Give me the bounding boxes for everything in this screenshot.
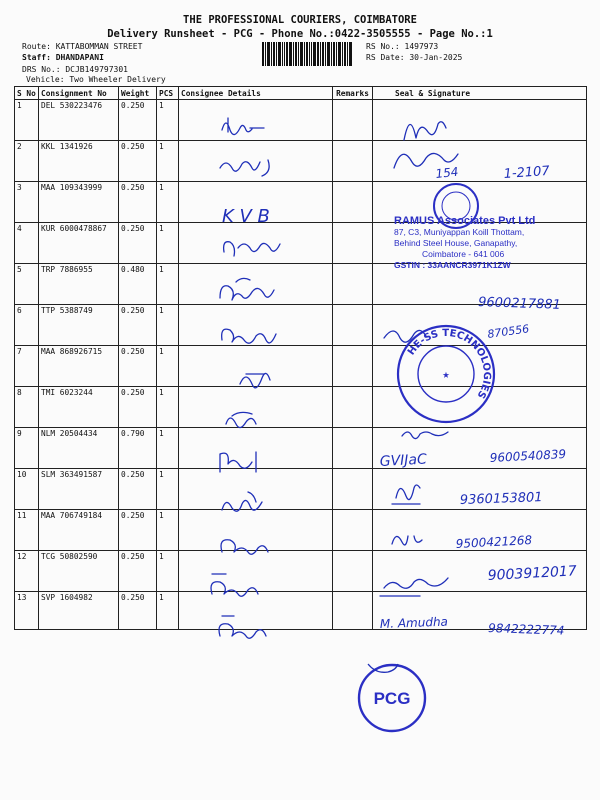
table-row (15, 510, 587, 551)
table-header-row (15, 87, 587, 100)
cell-pcs: 1 (157, 305, 179, 346)
handwritten-phone-12: 9003912017 (487, 563, 578, 584)
cell-weight: 0.250 (119, 592, 157, 630)
cell-sno: 9 (15, 428, 39, 469)
cell-weight: 0.250 (119, 510, 157, 551)
cell-consignee (179, 305, 333, 346)
cell-consignee (179, 346, 333, 387)
cell-remarks (333, 141, 373, 182)
star-icon: ★ (442, 367, 450, 381)
cell-pcs: 1 (157, 551, 179, 592)
cell-consignee (179, 223, 333, 264)
stamp-address-3: Coimbatore - 641 006 (422, 249, 505, 259)
cell-pcs: 1 (157, 469, 179, 510)
handwritten-name-9: GVIJaC (379, 451, 428, 470)
header-consignment: Consignment No (39, 87, 119, 100)
cell-weight: 0.250 (119, 387, 157, 428)
cell-remarks (333, 551, 373, 592)
cell-consignment: KKL 1341926 (39, 141, 119, 182)
handwritten-phone-13: 9842222774 (487, 621, 565, 638)
cell-pcs: 1 (157, 100, 179, 141)
table-row (15, 428, 587, 469)
cell-consignment: TRP 7886955 (39, 264, 119, 305)
cell-sno: 7 (15, 346, 39, 387)
cell-seal (373, 592, 587, 630)
handwritten-phone-5: 9600217881 (477, 295, 562, 313)
cell-consignment: NLM 20504434 (39, 428, 119, 469)
cell-remarks (333, 469, 373, 510)
seal-text: HE-SS TECHNOLOGIES (405, 327, 493, 401)
cell-consignment: MAA 109343999 (39, 182, 119, 223)
cell-weight: 0.250 (119, 305, 157, 346)
drs-label: DRS No.: DCJB149797301 (22, 65, 128, 74)
cell-consignee (179, 469, 333, 510)
vehicle-label: Vehicle: Two Wheeler Delivery (26, 75, 166, 84)
cell-sno: 3 (15, 182, 39, 223)
cell-sno: 8 (15, 387, 39, 428)
cell-sno: 1 (15, 100, 39, 141)
table-row (15, 387, 587, 428)
cell-consignment: TMI 6023244 (39, 387, 119, 428)
cell-consignee (179, 387, 333, 428)
cell-pcs: 1 (157, 428, 179, 469)
cell-seal (373, 510, 587, 551)
handwritten-signer-13: M. Amudha (379, 614, 449, 631)
cell-pcs: 1 (157, 264, 179, 305)
cell-remarks (333, 387, 373, 428)
handwritten-note-2b: 1-2107 (503, 163, 551, 182)
cell-consignment: TTP 5388749 (39, 305, 119, 346)
cell-weight: 0.250 (119, 551, 157, 592)
table-row (15, 469, 587, 510)
cell-remarks (333, 592, 373, 630)
cell-pcs: 1 (157, 223, 179, 264)
cell-consignment: SLM 363491587 (39, 469, 119, 510)
cell-remarks (333, 182, 373, 223)
cell-seal (373, 551, 587, 592)
cell-pcs: 1 (157, 592, 179, 630)
cell-weight: 0.250 (119, 223, 157, 264)
stamp-address-1: 87, C3, Muniyappan Koill Thottam, (394, 227, 525, 237)
barcode (262, 42, 352, 66)
cell-consignment: DEL 530223476 (39, 100, 119, 141)
cell-consignee (179, 141, 333, 182)
cell-weight: 0.480 (119, 264, 157, 305)
cell-consignee (179, 264, 333, 305)
runsheet-table (14, 86, 587, 630)
cell-consignment: MAA 868926715 (39, 346, 119, 387)
header-remarks: Remarks (333, 87, 373, 100)
round-seal (394, 322, 498, 426)
cell-sno: 2 (15, 141, 39, 182)
table-row (15, 346, 587, 387)
cell-sno: 10 (15, 469, 39, 510)
cell-weight: 0.790 (119, 428, 157, 469)
cell-pcs: 1 (157, 141, 179, 182)
table-row (15, 100, 587, 141)
cell-seal (373, 469, 587, 510)
company-title: THE PROFESSIONAL COURIERS, COIMBATORE (183, 14, 417, 26)
header-sno: S No (15, 87, 39, 100)
runsheet-subtitle: Delivery Runsheet - PCG - Phone No.:0422-3505555 - Page No.:1 (107, 28, 493, 40)
cell-weight: 0.250 (119, 346, 157, 387)
cell-consignment: TCG 50802590 (39, 551, 119, 592)
table-row (15, 551, 587, 592)
cell-pcs: 1 (157, 387, 179, 428)
cell-pcs: 1 (157, 346, 179, 387)
handwritten-phone-10: 9360153801 (459, 490, 543, 508)
handwritten-kvb: K V B (222, 206, 270, 227)
cell-pcs: 1 (157, 182, 179, 223)
cell-sno: 5 (15, 264, 39, 305)
cell-sno: 11 (15, 510, 39, 551)
cell-consignment: MAA 706749184 (39, 510, 119, 551)
cell-consignee (179, 428, 333, 469)
cell-consignment: SVP 1604982 (39, 592, 119, 630)
pcg-stamp (356, 662, 428, 734)
cell-consignee (179, 100, 333, 141)
cell-consignee (179, 551, 333, 592)
cell-remarks (333, 346, 373, 387)
handwritten-phone-9: 9600540839 (489, 447, 567, 465)
handwritten-phone-11: 9500421268 (455, 533, 533, 551)
cell-sno: 13 (15, 592, 39, 630)
header-weight: Weight (119, 87, 157, 100)
rs-number: RS No.: 1497973 (366, 42, 439, 51)
cell-consignee (179, 182, 333, 223)
company-stamp (394, 216, 582, 271)
cell-remarks (333, 510, 373, 551)
handwritten-note-2: 154 (434, 164, 460, 181)
cell-seal (373, 141, 587, 182)
table-row (15, 141, 587, 182)
cell-weight: 0.250 (119, 469, 157, 510)
table-row (15, 305, 587, 346)
header-pcs: PCS (157, 87, 179, 100)
cell-remarks (333, 264, 373, 305)
stamp-address-2: Behind Steel House, Ganapathy, (394, 238, 518, 248)
staff-label: Staff: DHANDAPANI (22, 53, 104, 62)
route-label: Route: KATTABOMMAN STREET (22, 42, 143, 51)
cell-sno: 12 (15, 551, 39, 592)
cell-sno: 6 (15, 305, 39, 346)
cell-seal (373, 100, 587, 141)
cell-consignee (179, 510, 333, 551)
cell-pcs: 1 (157, 510, 179, 551)
cell-weight: 0.250 (119, 141, 157, 182)
cell-remarks (333, 100, 373, 141)
table-row (15, 592, 587, 630)
cell-sno: 4 (15, 223, 39, 264)
cell-consignment: KUR 6000478867 (39, 223, 119, 264)
cell-remarks (333, 305, 373, 346)
cell-consignee (179, 592, 333, 630)
stamp-gstin: GSTIN : 33AANCR3971K1ZW (394, 260, 511, 270)
rs-date: RS Date: 30-Jan-2025 (366, 53, 463, 62)
cell-remarks (333, 223, 373, 264)
cell-seal (373, 428, 587, 469)
header-consignee: Consignee Details (179, 87, 333, 100)
cell-weight: 0.250 (119, 182, 157, 223)
stamp-company: RAMUS Associates Pvt Ltd (394, 215, 536, 227)
cell-weight: 0.250 (119, 100, 157, 141)
header-seal: Seal & Signature (373, 87, 587, 100)
pcg-text: PCG (373, 689, 411, 708)
cell-remarks (333, 428, 373, 469)
handwritten-note-6: 870556 (486, 322, 531, 341)
